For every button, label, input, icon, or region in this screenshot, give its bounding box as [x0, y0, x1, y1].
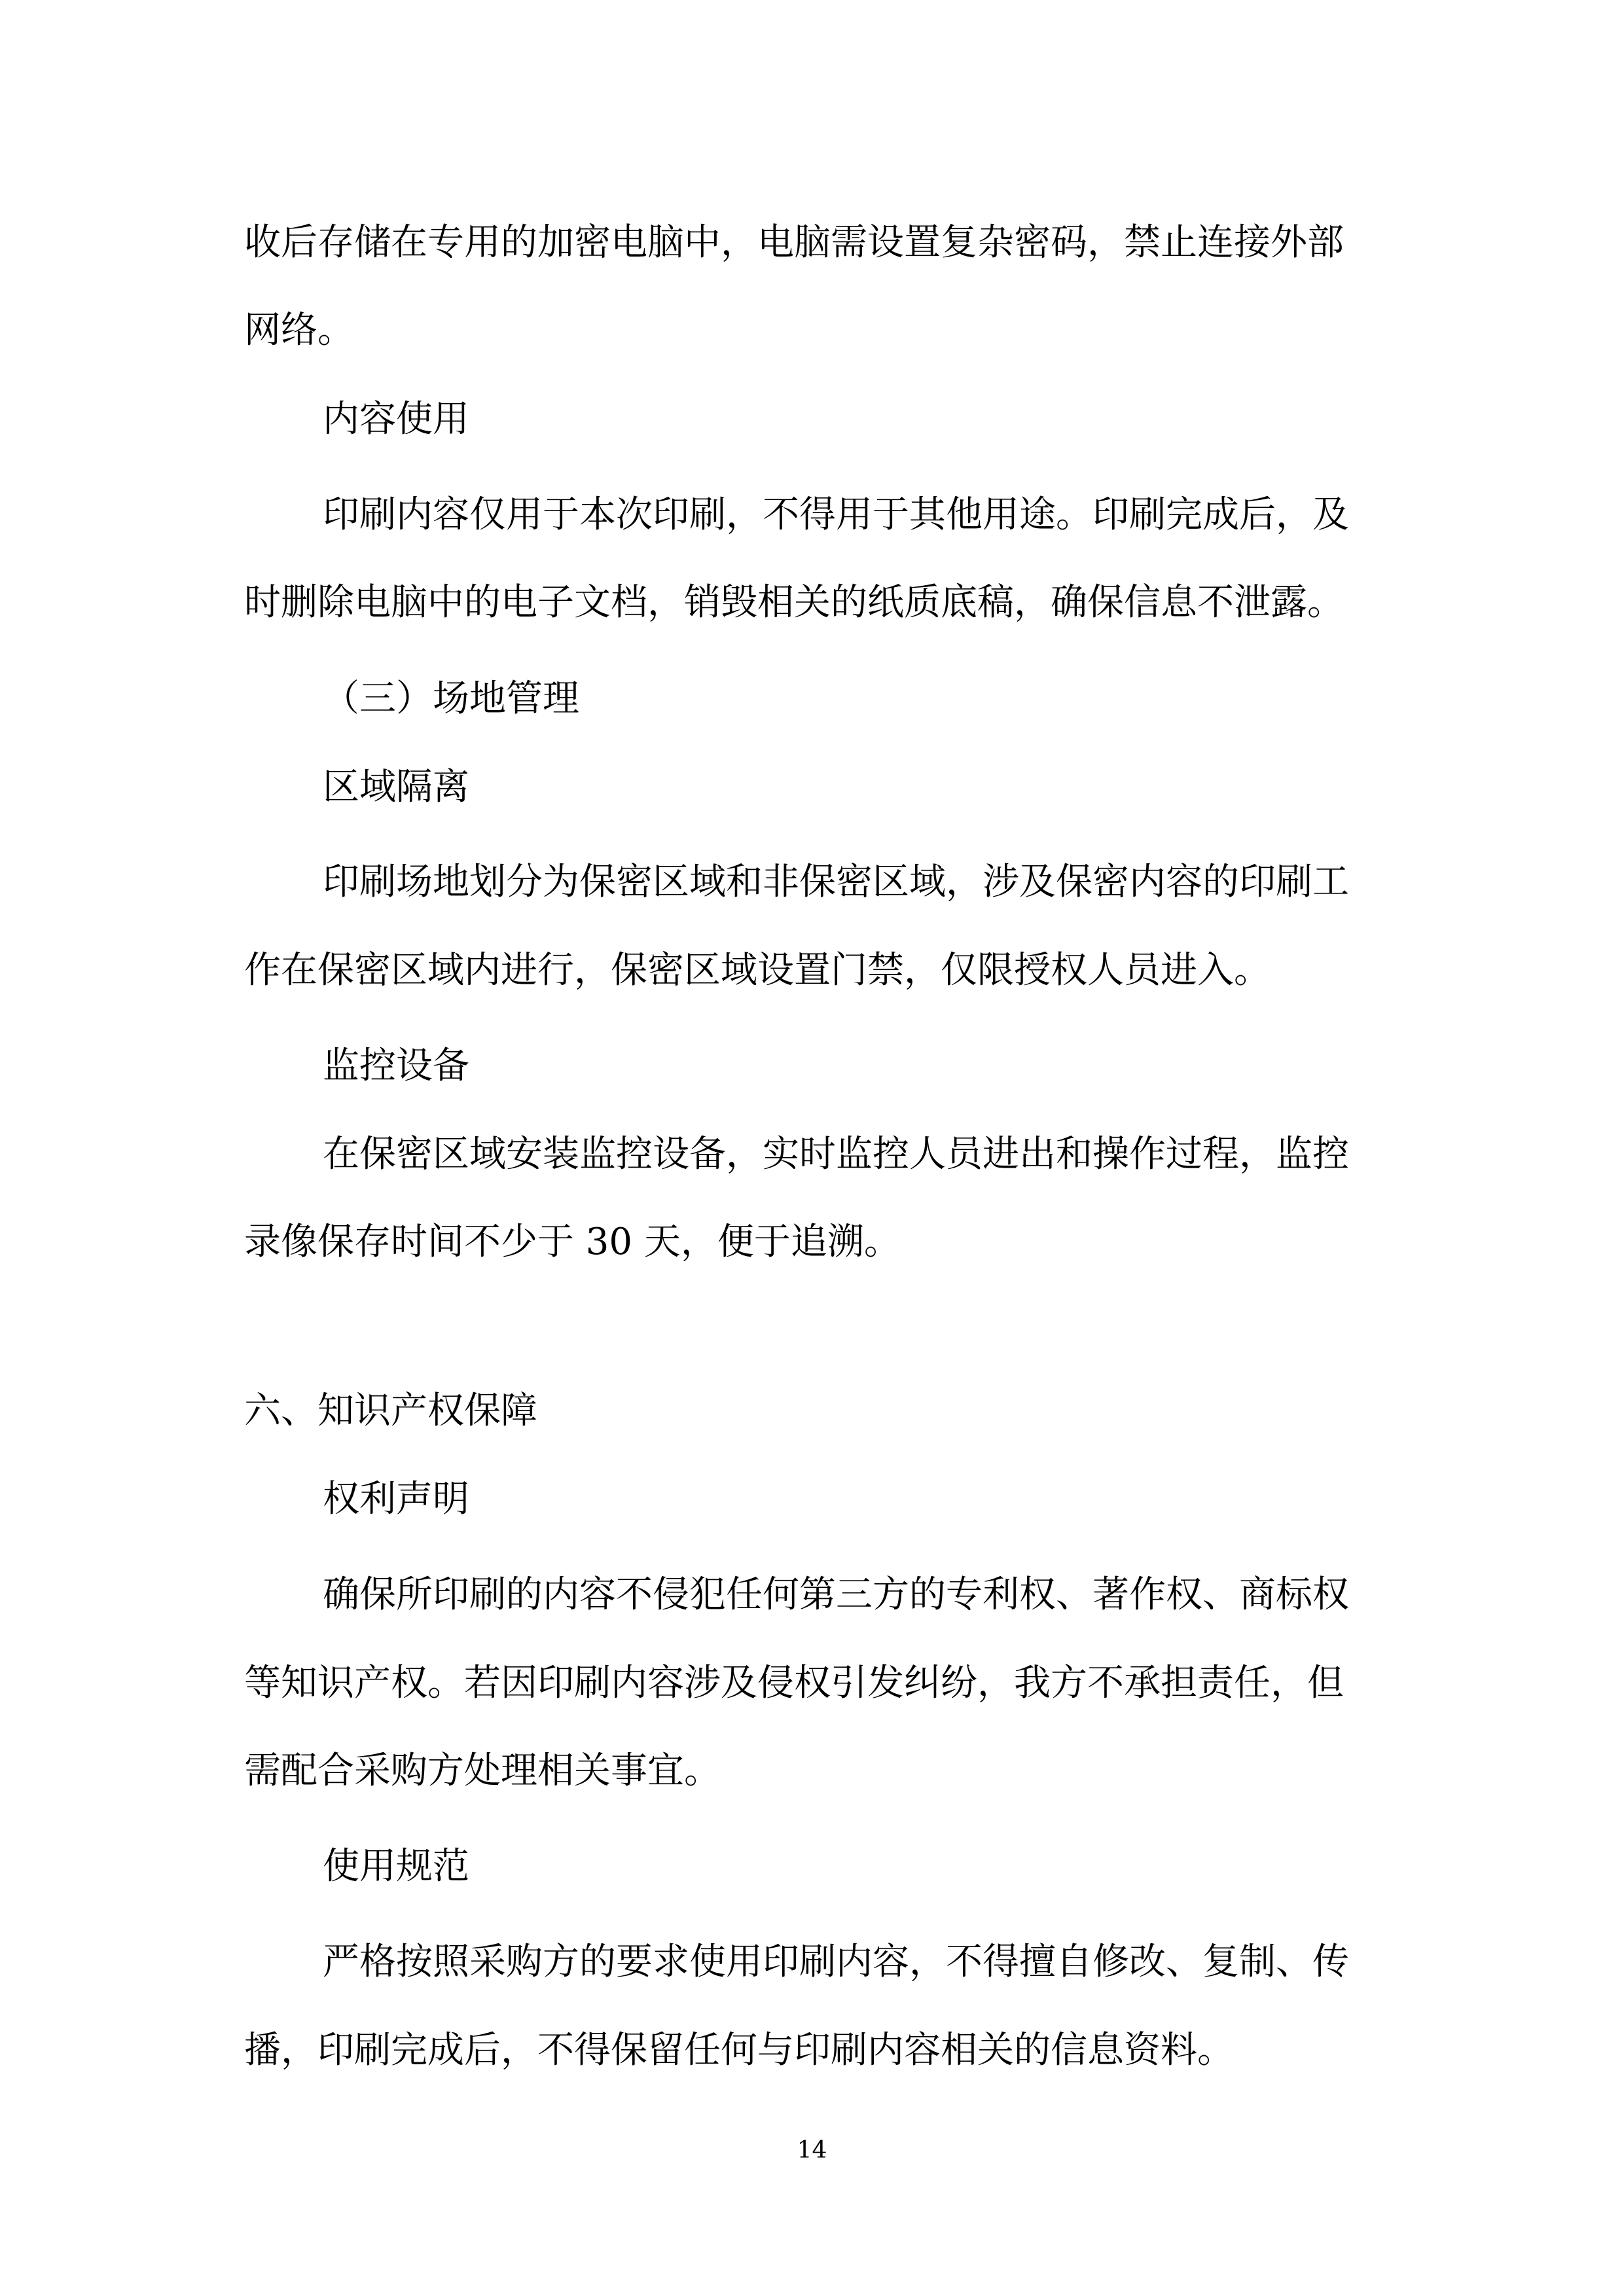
subheading-monitoring-equipment: 监控设备: [323, 1045, 469, 1087]
paragraph-line: 印刷场地划分为保密区域和非保密区域，涉及保密内容的印刷工: [323, 861, 1349, 903]
paragraph-line: 网络。: [244, 309, 354, 351]
chapter-heading-ip-protection: 六、知识产权保障: [244, 1390, 537, 1432]
subheading-usage-norms: 使用规范: [323, 1845, 469, 1888]
subheading-rights-statement: 权利声明: [323, 1478, 469, 1520]
paragraph-line: 录像保存时间不少于 30 天，便于追溯。: [244, 1221, 901, 1263]
paragraph-line: 等知识产权。若因印刷内容涉及侵权引发纠纷，我方不承担责任，但: [244, 1662, 1344, 1704]
paragraph-line: 作在保密区域内进行，保密区域设置门禁，仅限授权人员进入。: [244, 949, 1271, 992]
paragraph-line: 时删除电脑中的电子文档，销毁相关的纸质底稿，确保信息不泄露。: [244, 581, 1344, 624]
subheading-content-usage: 内容使用: [323, 398, 469, 440]
page-number: 14: [797, 2137, 827, 2164]
paragraph-line: 需配合采购方处理相关事宜。: [244, 1749, 721, 1792]
paragraph-line: 收后存储在专用的加密电脑中，电脑需设置复杂密码，禁止连接外部: [244, 221, 1344, 264]
paragraph-line: 严格按照采购方的要求使用印刷内容，不得擅自修改、复制、传: [323, 1941, 1349, 1983]
paragraph-line: 在保密区域安装监控设备，实时监控人员进出和操作过程，监控: [323, 1133, 1349, 1175]
paragraph-line: 确保所印刷的内容不侵犯任何第三方的专利权、著作权、商标权: [323, 1573, 1349, 1616]
subheading-area-isolation: 区域隔离: [323, 766, 469, 808]
paragraph-line: 播，印刷完成后，不得保留任何与印刷内容相关的信息资料。: [244, 2029, 1234, 2072]
section-heading-site-management: （三）场地管理: [323, 677, 579, 720]
paragraph-line: 印刷内容仅用于本次印刷，不得用于其他用途。印刷完成后，及: [323, 493, 1349, 536]
